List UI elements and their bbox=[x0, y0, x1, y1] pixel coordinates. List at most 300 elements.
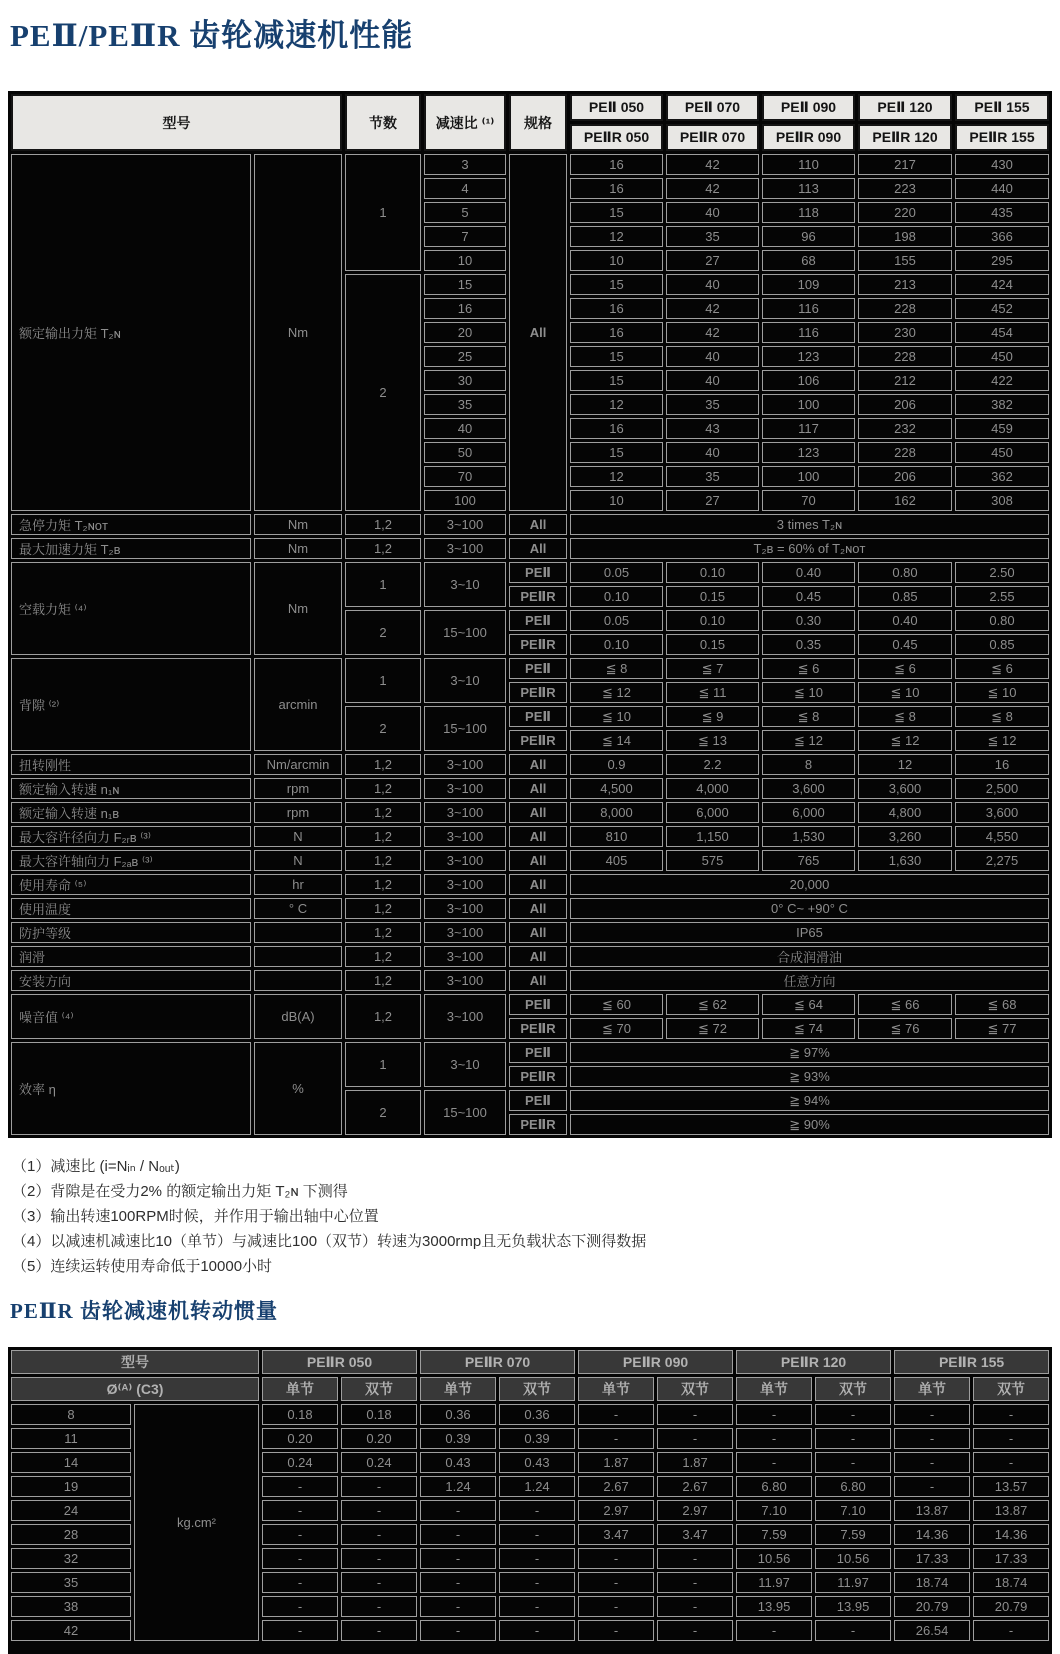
diameter-cell: 38 bbox=[11, 1596, 131, 1617]
table-row bbox=[11, 874, 1049, 895]
unit-cell: % bbox=[254, 1042, 342, 1135]
ratio-cell: 16 bbox=[424, 298, 506, 319]
ratio-cell: 15~100 bbox=[424, 610, 506, 655]
table-cell: - bbox=[262, 1548, 338, 1569]
table-cell: 2.97 bbox=[657, 1500, 733, 1521]
ratio-cell: 3~100 bbox=[424, 850, 506, 871]
table-cell: 117 bbox=[762, 418, 855, 439]
stage-cell: 2 bbox=[345, 274, 421, 511]
footnote-5: （5）连续运转使用寿命低于10000小时 bbox=[12, 1258, 273, 1275]
table-cell: 1,530 bbox=[762, 826, 855, 847]
table-cell: 0.80 bbox=[955, 610, 1049, 631]
table-cell: ≦ 12 bbox=[858, 730, 952, 751]
model-090: PEⅡR 090 bbox=[578, 1350, 733, 1374]
diameter-cell: 14 bbox=[11, 1452, 131, 1473]
table-cell: 295 bbox=[955, 250, 1049, 271]
table-cell: 0.85 bbox=[955, 634, 1049, 655]
ratio-cell: 25 bbox=[424, 346, 506, 367]
table-cell: 68 bbox=[762, 250, 855, 271]
stage-cell: 1 bbox=[345, 1042, 421, 1087]
row-label: 效率 η bbox=[11, 1042, 251, 1135]
table-cell: 0.9 bbox=[570, 754, 663, 775]
table-cell: 0.43 bbox=[420, 1452, 496, 1473]
table-cell: 35 bbox=[666, 466, 759, 487]
table-cell: ≦ 9 bbox=[666, 706, 759, 727]
ratio-cell: 30 bbox=[424, 370, 506, 391]
table-cell: 3.47 bbox=[578, 1524, 654, 1545]
table-cell: 17.33 bbox=[973, 1548, 1049, 1569]
footnotes bbox=[12, 1154, 1052, 1279]
table-cell: - bbox=[657, 1596, 733, 1617]
unit-cell: N bbox=[254, 826, 342, 847]
spec-cell: All bbox=[509, 802, 567, 823]
table-cell: - bbox=[341, 1524, 417, 1545]
spec-cell: All bbox=[509, 874, 567, 895]
header-model: 型号 bbox=[11, 94, 342, 151]
ratio-cell: 70 bbox=[424, 466, 506, 487]
table-cell: - bbox=[341, 1596, 417, 1617]
table-cell: - bbox=[262, 1596, 338, 1617]
table-cell: 213 bbox=[858, 274, 952, 295]
spec-cell: All bbox=[509, 514, 567, 535]
footnote-3: （3）输出转速100RPM时候，并作用于输出轴中心位置 bbox=[12, 1208, 379, 1225]
ratio-cell: 5 bbox=[424, 202, 506, 223]
stage-cell: 1,2 bbox=[345, 946, 421, 967]
unit-cell bbox=[254, 946, 342, 967]
row-label: 安装方向 bbox=[11, 970, 251, 991]
table-cell: 7.10 bbox=[815, 1500, 891, 1521]
table-cell: - bbox=[894, 1452, 970, 1473]
table-cell: 0.20 bbox=[341, 1428, 417, 1449]
stage-cell: 1,2 bbox=[345, 874, 421, 895]
ratio-cell: 100 bbox=[424, 490, 506, 511]
spec-cell: All bbox=[509, 922, 567, 943]
table-cell: 11.97 bbox=[736, 1572, 812, 1593]
value-cell: ≧ 97% bbox=[570, 1042, 1049, 1063]
value-cell: ≧ 93% bbox=[570, 1066, 1049, 1087]
table-cell: - bbox=[341, 1620, 417, 1641]
table-cell: 212 bbox=[858, 370, 952, 391]
table-cell: - bbox=[262, 1500, 338, 1521]
table-cell: 0.36 bbox=[499, 1404, 575, 1425]
table-cell: PEⅡR 090 bbox=[762, 124, 855, 151]
table-cell: 223 bbox=[858, 178, 952, 199]
table-cell: 单节 bbox=[420, 1377, 496, 1401]
table-cell: 40 bbox=[666, 442, 759, 463]
table-cell: - bbox=[736, 1452, 812, 1473]
row-label: 使用寿命 ⁽⁵⁾ bbox=[11, 874, 251, 895]
table-cell: 16 bbox=[570, 298, 663, 319]
table-cell: - bbox=[499, 1500, 575, 1521]
table-cell: 106 bbox=[762, 370, 855, 391]
table-cell: 0.80 bbox=[858, 562, 952, 583]
unit-cell: dB(A) bbox=[254, 994, 342, 1039]
table-cell: 13.87 bbox=[894, 1500, 970, 1521]
table-cell: ≦ 10 bbox=[762, 682, 855, 703]
ratio-cell: 3~100 bbox=[424, 514, 506, 535]
table-cell: 430 bbox=[955, 154, 1049, 175]
model-120: PEⅡR 120 bbox=[736, 1350, 891, 1374]
table-cell: 228 bbox=[858, 298, 952, 319]
table-cell: 0.39 bbox=[499, 1428, 575, 1449]
table-cell: 810 bbox=[570, 826, 663, 847]
row-label: 防护等级 bbox=[11, 922, 251, 943]
table-cell: ≦ 10 bbox=[858, 682, 952, 703]
table-cell: 14.36 bbox=[894, 1524, 970, 1545]
row-label: 急停力矩 T₂ɴᴏᴛ bbox=[11, 514, 251, 535]
table-cell: - bbox=[341, 1572, 417, 1593]
table-cell: 96 bbox=[762, 226, 855, 247]
table-cell: - bbox=[262, 1476, 338, 1497]
table-cell: 0.10 bbox=[666, 562, 759, 583]
table-cell: - bbox=[262, 1620, 338, 1641]
table-cell: 双节 bbox=[973, 1377, 1049, 1401]
table-cell: 7.59 bbox=[815, 1524, 891, 1545]
value-cell: IP65 bbox=[570, 922, 1049, 943]
ratio-cell: 3~100 bbox=[424, 754, 506, 775]
table-row bbox=[11, 754, 1049, 775]
header-row bbox=[11, 1350, 1049, 1374]
table-cell: 0.15 bbox=[666, 634, 759, 655]
table-cell: ≦ 13 bbox=[666, 730, 759, 751]
table-cell: 232 bbox=[858, 418, 952, 439]
performance-table bbox=[8, 91, 1052, 1138]
spec-cell: All bbox=[509, 778, 567, 799]
spec-cell: PEⅡR bbox=[509, 1018, 567, 1039]
table-cell: 2.67 bbox=[657, 1476, 733, 1497]
table-cell: 6.80 bbox=[736, 1476, 812, 1497]
table-cell: 0.30 bbox=[762, 610, 855, 631]
table-cell: ≦ 8 bbox=[955, 706, 1049, 727]
table-cell: 220 bbox=[858, 202, 952, 223]
table-cell: 12 bbox=[858, 754, 952, 775]
table-cell: 70 bbox=[762, 490, 855, 511]
table-cell: 6,000 bbox=[762, 802, 855, 823]
spec-cell: PEⅡR bbox=[509, 586, 567, 607]
table-cell: 双节 bbox=[815, 1377, 891, 1401]
table-row bbox=[11, 514, 1049, 535]
table-cell: ≦ 68 bbox=[955, 994, 1049, 1015]
table-cell: 16 bbox=[570, 418, 663, 439]
table-cell: 113 bbox=[762, 178, 855, 199]
table-cell: 14.36 bbox=[973, 1524, 1049, 1545]
header-stages: 节数 bbox=[345, 94, 421, 151]
table-cell: 206 bbox=[858, 394, 952, 415]
table-cell: 16 bbox=[570, 154, 663, 175]
table-cell: - bbox=[499, 1524, 575, 1545]
table-cell: - bbox=[262, 1572, 338, 1593]
table-cell: ≦ 76 bbox=[858, 1018, 952, 1039]
page-title: PEⅡ/PEⅡR 齿轮减速机性能 bbox=[10, 18, 414, 53]
stage-cell: 1 bbox=[345, 154, 421, 271]
table-row bbox=[11, 538, 1049, 559]
table-cell: - bbox=[657, 1428, 733, 1449]
table-cell: 765 bbox=[762, 850, 855, 871]
table-cell: - bbox=[894, 1428, 970, 1449]
table-cell: PEⅡ 090 bbox=[762, 94, 855, 121]
table-cell: 2.50 bbox=[955, 562, 1049, 583]
inertia-table-wrap bbox=[8, 1347, 1052, 1654]
ratio-cell: 3~100 bbox=[424, 922, 506, 943]
ratio-cell: 3~100 bbox=[424, 994, 506, 1039]
unit-cell: kg.cm² bbox=[134, 1404, 259, 1641]
header-row bbox=[11, 1377, 1049, 1401]
table-cell: - bbox=[420, 1524, 496, 1545]
spec-cell: All bbox=[509, 946, 567, 967]
table-cell: 6.80 bbox=[815, 1476, 891, 1497]
spec-cell: PEⅡ bbox=[509, 706, 567, 727]
unit-cell bbox=[254, 922, 342, 943]
table-cell: 20.79 bbox=[973, 1596, 1049, 1617]
spec-cell: PEⅡ bbox=[509, 1090, 567, 1111]
table-cell: - bbox=[578, 1428, 654, 1449]
table-cell: 206 bbox=[858, 466, 952, 487]
value-cell: 0° C~ +90° C bbox=[570, 898, 1049, 919]
table-cell: - bbox=[420, 1596, 496, 1617]
table-cell: 4,800 bbox=[858, 802, 952, 823]
table-cell: 2,500 bbox=[955, 778, 1049, 799]
table-cell: ≦ 7 bbox=[666, 658, 759, 679]
table-cell: 4,000 bbox=[666, 778, 759, 799]
table-cell: ≦ 60 bbox=[570, 994, 663, 1015]
table-cell: ≦ 8 bbox=[858, 706, 952, 727]
table-cell: ≦ 74 bbox=[762, 1018, 855, 1039]
table-cell: 217 bbox=[858, 154, 952, 175]
table-cell: PEⅡR 155 bbox=[955, 124, 1049, 151]
stage-cell: 1,2 bbox=[345, 898, 421, 919]
table-cell: 100 bbox=[762, 394, 855, 415]
spec-cell: PEⅡ bbox=[509, 994, 567, 1015]
table-cell: - bbox=[499, 1548, 575, 1569]
table-cell: PEⅡR 050 bbox=[570, 124, 663, 151]
ratio-cell: 50 bbox=[424, 442, 506, 463]
table-cell: - bbox=[341, 1500, 417, 1521]
spec-cell: PEⅡ bbox=[509, 610, 567, 631]
table-cell: - bbox=[815, 1404, 891, 1425]
table-cell: 3,260 bbox=[858, 826, 952, 847]
table-cell: 6,000 bbox=[666, 802, 759, 823]
ratio-cell: 3~100 bbox=[424, 778, 506, 799]
stage-cell: 1,2 bbox=[345, 850, 421, 871]
diameter-cell: 24 bbox=[11, 1500, 131, 1521]
model-155: PEⅡR 155 bbox=[894, 1350, 1049, 1374]
stage-cell: 2 bbox=[345, 610, 421, 655]
table-cell: 0.43 bbox=[499, 1452, 575, 1473]
table-cell: 2,275 bbox=[955, 850, 1049, 871]
stage-cell: 1,2 bbox=[345, 970, 421, 991]
table-cell: ≦ 10 bbox=[570, 706, 663, 727]
table-cell: 1.87 bbox=[657, 1452, 733, 1473]
row-label: 空载力矩 ⁽⁴⁾ bbox=[11, 562, 251, 655]
table-row bbox=[11, 898, 1049, 919]
table-cell: 1.24 bbox=[499, 1476, 575, 1497]
row-label: 额定输出力矩 T₂ɴ bbox=[11, 154, 251, 511]
table-cell: 0.10 bbox=[666, 610, 759, 631]
table-cell: 3,600 bbox=[955, 802, 1049, 823]
table-cell: ≦ 10 bbox=[955, 682, 1049, 703]
table-cell: PEⅡR 120 bbox=[858, 124, 952, 151]
table-cell: 362 bbox=[955, 466, 1049, 487]
diameter-cell: 8 bbox=[11, 1404, 131, 1425]
ratio-cell: 3 bbox=[424, 154, 506, 175]
table-cell: 单节 bbox=[262, 1377, 338, 1401]
table-row bbox=[11, 946, 1049, 967]
value-cell: ≧ 90% bbox=[570, 1114, 1049, 1135]
table-cell: 0.10 bbox=[570, 634, 663, 655]
table-cell: 单节 bbox=[894, 1377, 970, 1401]
unit-cell bbox=[254, 970, 342, 991]
header-ratio: 减速比 ⁽¹⁾ bbox=[424, 94, 506, 151]
table-cell: 15 bbox=[570, 274, 663, 295]
diameter-cell: 42 bbox=[11, 1620, 131, 1641]
table-cell: 109 bbox=[762, 274, 855, 295]
table-cell: 4,500 bbox=[570, 778, 663, 799]
table-cell: 双节 bbox=[657, 1377, 733, 1401]
table-cell: 228 bbox=[858, 346, 952, 367]
table-cell: - bbox=[657, 1404, 733, 1425]
row-label: 最大容许轴向力 F₂ₐʙ ⁽³⁾ bbox=[11, 850, 251, 871]
table-cell: 18.74 bbox=[973, 1572, 1049, 1593]
table-cell: - bbox=[499, 1596, 575, 1617]
table-cell: 100 bbox=[762, 466, 855, 487]
stage-cell: 2 bbox=[345, 706, 421, 751]
table-cell: 2.97 bbox=[578, 1500, 654, 1521]
unit-cell: Nm bbox=[254, 514, 342, 535]
unit-cell: Nm bbox=[254, 562, 342, 655]
table-cell: 15 bbox=[570, 370, 663, 391]
value-cell: 20,000 bbox=[570, 874, 1049, 895]
table-cell: 27 bbox=[666, 490, 759, 511]
table-cell: 42 bbox=[666, 154, 759, 175]
row-label: 最大容许径向力 F₂ᵣʙ ⁽³⁾ bbox=[11, 826, 251, 847]
table-cell: - bbox=[499, 1572, 575, 1593]
table-cell: 40 bbox=[666, 274, 759, 295]
table-cell: - bbox=[657, 1548, 733, 1569]
table-cell: 450 bbox=[955, 442, 1049, 463]
footnote-2: （2）背隙是在受力2% 的额定输出力矩 T₂ɴ 下测得 bbox=[12, 1183, 348, 1200]
table-cell: 7.59 bbox=[736, 1524, 812, 1545]
table-cell: 双节 bbox=[341, 1377, 417, 1401]
table-cell: - bbox=[420, 1500, 496, 1521]
table-row bbox=[11, 658, 1049, 679]
table-cell: 13.87 bbox=[973, 1500, 1049, 1521]
table-cell: 0.18 bbox=[341, 1404, 417, 1425]
table-cell: - bbox=[815, 1620, 891, 1641]
table-cell: 单节 bbox=[578, 1377, 654, 1401]
spec-cell: PEⅡ bbox=[509, 658, 567, 679]
table-cell: 10 bbox=[570, 250, 663, 271]
table-cell: 12 bbox=[570, 466, 663, 487]
unit-cell: rpm bbox=[254, 778, 342, 799]
ratio-cell: 3~10 bbox=[424, 1042, 506, 1087]
table-cell: - bbox=[657, 1620, 733, 1641]
value-cell: 合成润滑油 bbox=[570, 946, 1049, 967]
table-cell: 13.95 bbox=[815, 1596, 891, 1617]
table-cell: 123 bbox=[762, 442, 855, 463]
table-row bbox=[11, 1404, 1049, 1425]
table-cell: - bbox=[815, 1428, 891, 1449]
table-row bbox=[11, 994, 1049, 1015]
table-cell: 308 bbox=[955, 490, 1049, 511]
table-cell: 0.35 bbox=[762, 634, 855, 655]
header-model: 型号 bbox=[11, 1350, 259, 1374]
model-070: PEⅡR 070 bbox=[420, 1350, 575, 1374]
table-cell: - bbox=[736, 1428, 812, 1449]
spec-cell: PEⅡR bbox=[509, 1066, 567, 1087]
stage-cell: 1,2 bbox=[345, 826, 421, 847]
table-cell: PEⅡ 155 bbox=[955, 94, 1049, 121]
ratio-cell: 3~100 bbox=[424, 874, 506, 895]
table-cell: ≦ 66 bbox=[858, 994, 952, 1015]
ratio-cell: 35 bbox=[424, 394, 506, 415]
ratio-cell: 15~100 bbox=[424, 706, 506, 751]
table-cell: 0.85 bbox=[858, 586, 952, 607]
table-cell: 1.24 bbox=[420, 1476, 496, 1497]
row-label: 噪音值 ⁽⁴⁾ bbox=[11, 994, 251, 1039]
table-cell: ≦ 14 bbox=[570, 730, 663, 751]
table-cell: - bbox=[578, 1572, 654, 1593]
value-cell: 任意方向 bbox=[570, 970, 1049, 991]
table-cell: 12 bbox=[570, 226, 663, 247]
table-cell: ≦ 11 bbox=[666, 682, 759, 703]
table-cell: 13.95 bbox=[736, 1596, 812, 1617]
table-cell: 16 bbox=[570, 178, 663, 199]
spec-cell: PEⅡ bbox=[509, 562, 567, 583]
header-row bbox=[11, 94, 1049, 121]
table-cell: 440 bbox=[955, 178, 1049, 199]
header-spec: 规格 bbox=[509, 94, 567, 151]
table-cell: 15 bbox=[570, 202, 663, 223]
table-row bbox=[11, 778, 1049, 799]
table-cell: 0.15 bbox=[666, 586, 759, 607]
table-cell: - bbox=[420, 1572, 496, 1593]
table-cell: 10 bbox=[570, 490, 663, 511]
table-cell: 20.79 bbox=[894, 1596, 970, 1617]
table-cell: 198 bbox=[858, 226, 952, 247]
table-cell: 35 bbox=[666, 394, 759, 415]
table-cell: 16 bbox=[570, 322, 663, 343]
table-cell: 230 bbox=[858, 322, 952, 343]
stage-cell: 1 bbox=[345, 562, 421, 607]
table-cell: - bbox=[815, 1452, 891, 1473]
table-cell: 0.20 bbox=[262, 1428, 338, 1449]
table-cell: 双节 bbox=[499, 1377, 575, 1401]
table-cell: 35 bbox=[666, 226, 759, 247]
row-label: 最大加速力矩 T₂ʙ bbox=[11, 538, 251, 559]
table-cell: 118 bbox=[762, 202, 855, 223]
table-cell: 10.56 bbox=[736, 1548, 812, 1569]
diameter-label: Ø⁽ᴬ⁾ (C3) bbox=[11, 1377, 259, 1401]
table-cell: ≦ 12 bbox=[955, 730, 1049, 751]
table-cell: - bbox=[973, 1452, 1049, 1473]
table-cell: - bbox=[894, 1404, 970, 1425]
table-cell: 454 bbox=[955, 322, 1049, 343]
table-cell: ≦ 62 bbox=[666, 994, 759, 1015]
unit-cell: arcmin bbox=[254, 658, 342, 751]
table-cell: ≦ 12 bbox=[570, 682, 663, 703]
table-cell: 110 bbox=[762, 154, 855, 175]
stage-cell: 1,2 bbox=[345, 994, 421, 1039]
table-cell: ≦ 64 bbox=[762, 994, 855, 1015]
table-cell: 155 bbox=[858, 250, 952, 271]
table-cell: 435 bbox=[955, 202, 1049, 223]
table-cell: 422 bbox=[955, 370, 1049, 391]
ratio-cell: 15 bbox=[424, 274, 506, 295]
table-cell: 42 bbox=[666, 298, 759, 319]
table-cell: 0.39 bbox=[420, 1428, 496, 1449]
table-cell: 43 bbox=[666, 418, 759, 439]
table-cell: ≦ 77 bbox=[955, 1018, 1049, 1039]
